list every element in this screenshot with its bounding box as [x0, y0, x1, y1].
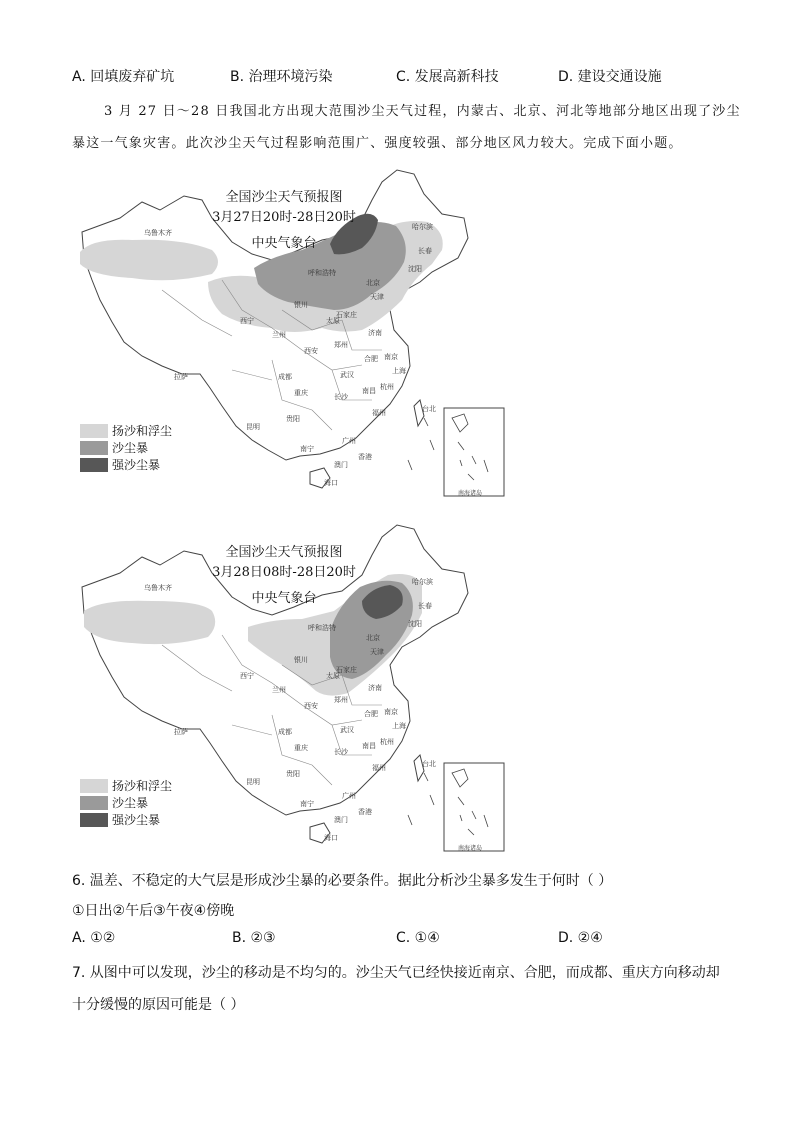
q6-option-a: A. ①② — [72, 930, 116, 946]
legend-item-sandstorm-2: 沙尘暴 — [80, 794, 172, 811]
option-d: D. 建设交通设施 — [558, 69, 662, 85]
map-1-legend — [80, 422, 172, 473]
city-beijing: 北京 — [366, 279, 380, 287]
city-jinan: 济南 — [368, 329, 382, 337]
city-fuzhou-2: 福州 — [372, 764, 386, 772]
dust-forecast-map-2 — [72, 515, 512, 860]
q7-line-2: 十分缓慢的原因可能是（ ） — [72, 997, 245, 1013]
option-b: B. 治理环境污染 — [230, 69, 333, 85]
city-guangzhou: 广州 — [342, 437, 356, 445]
city-harbin: 哈尔滨 — [412, 223, 433, 231]
q7-line-1: 7. 从图中可以发现，沙尘的移动是不均匀的。沙尘天气已经快接近南京、合肥，而成都、重庆方向移动却 — [72, 965, 720, 981]
swatch-sandstorm-2 — [80, 796, 108, 810]
city-haikou: 海口 — [324, 479, 338, 487]
legend-item-sandstorm: 沙尘暴 — [80, 439, 172, 456]
q6-stem: 6. 温差、不稳定的大气层是形成沙尘暴的必要条件。据此分析沙尘暴多发生于何时（ ） — [72, 873, 613, 889]
city-zhengzhou-2: 郑州 — [334, 696, 348, 704]
city-lanzhou-2: 兰州 — [272, 686, 286, 694]
map-2-time: 3月28日08时-28日20时 — [212, 565, 356, 580]
map-2-title: 全国沙尘天气预报图 — [225, 545, 343, 560]
q6-items: ①日出②午后③午夜④傍晚 — [72, 903, 235, 919]
map-1-time: 3月27日20时-28日20时 — [212, 210, 356, 225]
city-nanning: 南宁 — [300, 445, 314, 453]
city-chongqing-2: 重庆 — [294, 744, 308, 752]
city-nanjing: 南京 — [384, 353, 398, 361]
city-xining-2: 西宁 — [240, 672, 254, 680]
city-kunming: 昆明 — [246, 423, 260, 431]
city-nanning-2: 南宁 — [300, 800, 314, 808]
city-chengdu-2: 成都 — [278, 728, 292, 736]
city-lhasa: 拉萨 — [174, 373, 188, 381]
city-guangzhou-2: 广州 — [342, 792, 356, 800]
city-wuhan: 武汉 — [340, 371, 354, 379]
city-xianggang: 香港 — [358, 453, 372, 461]
intro-line-2: 暴这一气象灾害。此次沙尘天气过程影响范围广、强度较强、部分地区风力较大。完成下面小题。 — [72, 136, 683, 151]
city-beijing-2: 北京 — [366, 634, 380, 642]
swatch-light-dust-2 — [80, 779, 108, 793]
city-xian-2: 西安 — [304, 702, 318, 710]
city-haikou-2: 海口 — [324, 834, 338, 842]
dust-forecast-map-1 — [72, 160, 512, 505]
city-nanchang: 南昌 — [362, 387, 376, 395]
city-harbin-2: 哈尔滨 — [412, 578, 433, 586]
map-2-source: 中央气象台 — [251, 591, 317, 606]
city-taibei: 台北 — [422, 405, 436, 413]
city-taiyuan: 太原 — [326, 317, 340, 325]
map-1-title: 全国沙尘天气预报图 — [225, 190, 343, 205]
city-tianjin: 天津 — [370, 293, 384, 301]
city-nanchang-2: 南昌 — [362, 742, 376, 750]
q6-option-d: D. ②④ — [558, 930, 603, 946]
city-changsha: 长沙 — [334, 393, 348, 401]
city-hangzhou: 杭州 — [380, 383, 394, 391]
option-a: A. 回填废弃矿坑 — [72, 69, 175, 85]
city-wuhan-2: 武汉 — [340, 726, 354, 734]
city-hohhot: 呼和浩特 — [308, 269, 336, 277]
city-changchun: 长春 — [418, 247, 432, 255]
city-shenyang-2: 沈阳 — [408, 620, 422, 628]
inset-nanhai-2: 南海诸岛 — [458, 845, 483, 852]
city-chongqing: 重庆 — [294, 389, 308, 397]
city-kunming-2: 昆明 — [246, 778, 260, 786]
city-guiyang: 贵阳 — [286, 415, 300, 423]
city-nanjing-2: 南京 — [384, 708, 398, 716]
city-hefei: 合肥 — [364, 355, 378, 363]
city-urumqi: 乌鲁木齐 — [144, 229, 172, 237]
city-tianjin-2: 天津 — [370, 648, 384, 656]
swatch-strong-sandstorm-2 — [80, 813, 108, 827]
city-shenyang: 沈阳 — [408, 265, 422, 273]
city-taiyuan-2: 太原 — [326, 672, 340, 680]
city-hangzhou-2: 杭州 — [380, 738, 394, 746]
city-changsha-2: 长沙 — [334, 748, 348, 756]
city-fuzhou: 福州 — [372, 409, 386, 417]
intro-line-1: 3 月 27 日～28 日我国北方出现大范围沙尘天气过程，内蒙古、北京、河北等地部分地区出现了沙尘 — [104, 104, 741, 119]
city-shanghai-2: 上海 — [392, 722, 406, 730]
city-xian: 西安 — [304, 347, 318, 355]
option-c: C. 发展高新科技 — [396, 69, 499, 85]
city-shijiazhuang-2: 石家庄 — [336, 666, 357, 674]
city-changchun-2: 长春 — [418, 602, 432, 610]
city-yinchuan-2: 银川 — [294, 656, 308, 664]
city-hefei-2: 合肥 — [364, 710, 378, 718]
city-guiyang-2: 贵阳 — [286, 770, 300, 778]
swatch-sandstorm — [80, 441, 108, 455]
city-xianggang-2: 香港 — [358, 808, 372, 816]
city-xining: 西宁 — [240, 317, 254, 325]
q6-option-b: B. ②③ — [232, 930, 276, 946]
city-lhasa-2: 拉萨 — [174, 728, 188, 736]
city-shanghai: 上海 — [392, 367, 406, 375]
legend-item-light-dust: 扬沙和浮尘 — [80, 422, 172, 439]
legend-item-strong-sandstorm-2: 强沙尘暴 — [80, 811, 172, 828]
city-lanzhou: 兰州 — [272, 331, 286, 339]
city-shijiazhuang: 石家庄 — [336, 311, 357, 319]
map-2-legend — [80, 777, 172, 828]
city-yinchuan: 银川 — [294, 301, 308, 309]
inset-nanhai: 南海诸岛 — [458, 490, 483, 497]
map-1-source: 中央气象台 — [251, 236, 317, 251]
swatch-light-dust — [80, 424, 108, 438]
city-urumqi-2: 乌鲁木齐 — [144, 584, 172, 592]
city-aomen: 澳门 — [334, 461, 348, 469]
city-aomen-2: 澳门 — [334, 816, 348, 824]
city-hohhot-2: 呼和浩特 — [308, 624, 336, 632]
city-jinan-2: 济南 — [368, 684, 382, 692]
q6-option-c: C. ①④ — [396, 930, 440, 946]
city-zhengzhou: 郑州 — [334, 341, 348, 349]
city-chengdu: 成都 — [278, 373, 292, 381]
legend-item-strong-sandstorm: 强沙尘暴 — [80, 456, 172, 473]
legend-item-light-dust-2: 扬沙和浮尘 — [80, 777, 172, 794]
swatch-strong-sandstorm — [80, 458, 108, 472]
city-taibei-2: 台北 — [422, 760, 436, 768]
previous-question-options — [72, 66, 732, 88]
